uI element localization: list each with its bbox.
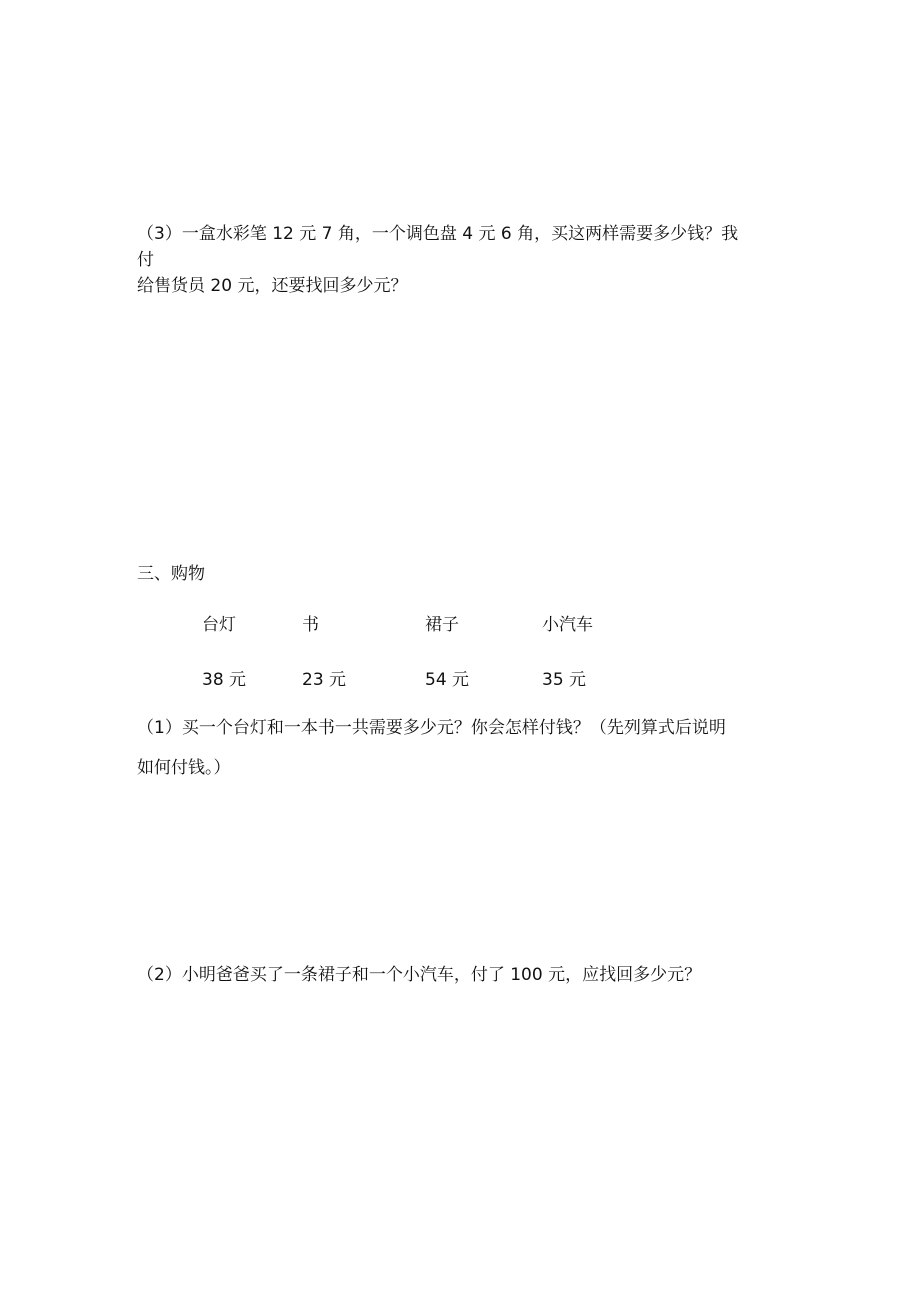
item-name-book: 书 bbox=[302, 615, 319, 635]
question-1-line-1: （1）买一个台灯和一本书一共需要多少元？你会怎样付钱？（先列算式后说明 bbox=[137, 718, 726, 738]
section-title: 三、购物 bbox=[137, 564, 205, 584]
item-name-lamp: 台灯 bbox=[202, 615, 236, 635]
item-price-skirt: 54 元 bbox=[425, 670, 470, 690]
question-2-line-1: （2）小明爸爸买了一条裙子和一个小汽车，付了 100 元，应找回多少元？ bbox=[137, 965, 702, 985]
item-name-toy-car: 小汽车 bbox=[542, 615, 593, 635]
item-price-lamp: 38 元 bbox=[202, 670, 247, 690]
question-3-line-1: （3）一盒水彩笔 12 元 7 角，一个调色盘 4 元 6 角，买这两样需要多少钱？我 bbox=[137, 224, 739, 244]
question-1-line-2: 如何付钱。） bbox=[137, 758, 231, 778]
item-price-toy-car: 35 元 bbox=[542, 670, 587, 690]
question-3-line-2: 付 bbox=[137, 250, 154, 270]
question-3-line-3: 给售货员 20 元，还要找回多少元？ bbox=[137, 276, 408, 296]
item-name-skirt: 裙子 bbox=[425, 615, 459, 635]
item-price-book: 23 元 bbox=[302, 670, 347, 690]
